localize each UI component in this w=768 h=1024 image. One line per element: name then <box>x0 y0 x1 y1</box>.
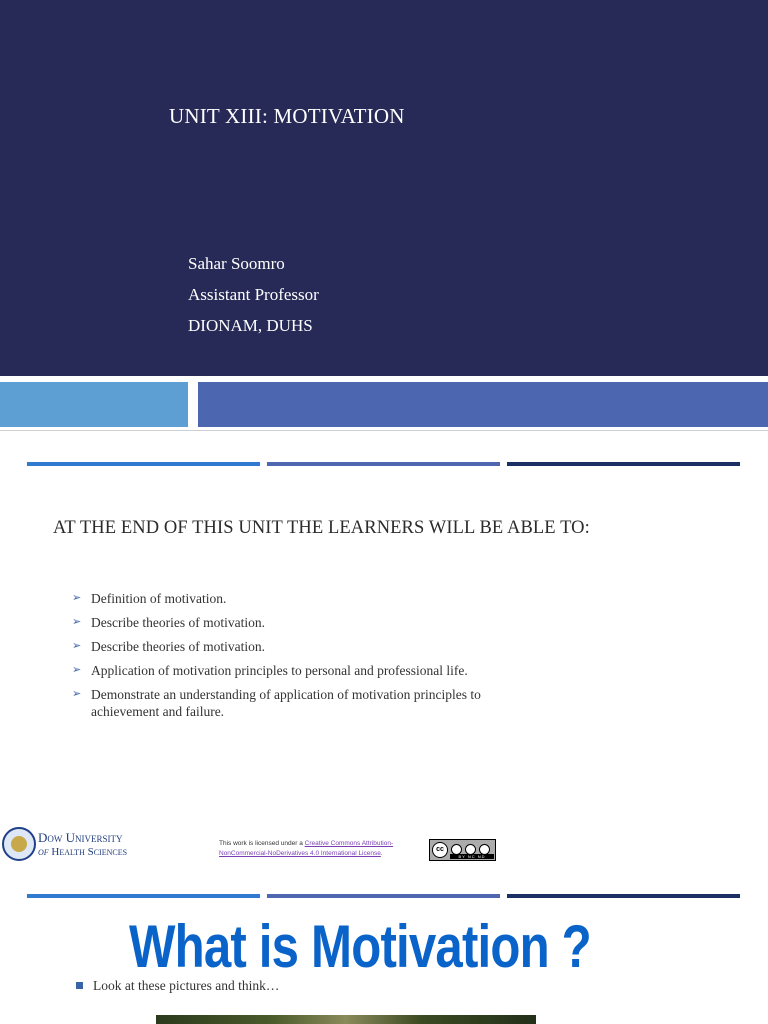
header-bar-1 <box>27 894 260 898</box>
author-block <box>188 248 319 341</box>
author-name: Sahar Soomro <box>188 254 285 273</box>
objectives-heading: AT THE END OF THIS UNIT THE LEARNERS WILL BE ABLE TO: <box>53 518 590 538</box>
logo-line-1: Dow University <box>38 830 123 845</box>
university-logo <box>2 826 150 864</box>
bullet-text: Look at these pictures and think… <box>93 978 280 993</box>
list-item: ➢ Application of motivation principles to personal and professional life. <box>72 663 468 678</box>
accent-band-dark <box>198 382 768 427</box>
author-position: Assistant Professor <box>188 285 319 304</box>
list-item: ➢ Definition of motivation. <box>72 591 227 606</box>
slide-title: UNIT XIII: MOTIVATION <box>169 104 405 128</box>
arrowhead-bullet-icon: ➢ <box>72 592 82 604</box>
author-affiliation: DIONAM, DUHS <box>188 316 313 335</box>
list-item: ➢ Describe theories of motivation. <box>72 639 265 654</box>
list-item: ➢ Describe theories of motivation. <box>72 615 265 630</box>
arrowhead-bullet-icon: ➢ <box>72 616 82 628</box>
header-bar-1 <box>27 462 260 466</box>
header-bar-2 <box>267 462 500 466</box>
dow-seal-icon <box>2 827 36 861</box>
objectives-list <box>72 590 542 727</box>
list-item: ➢ Demonstrate an understanding of application of motivation principles to achievement and failure. <box>72 687 481 719</box>
logo-line-2: of Health Sciences <box>38 846 128 858</box>
header-bar-3 <box>507 462 740 466</box>
motivation-photo <box>156 1015 536 1024</box>
header-bar-3 <box>507 894 740 898</box>
arrowhead-bullet-icon: ➢ <box>72 640 82 652</box>
motivation-heading: What is Motivation ? <box>129 913 591 980</box>
accent-band-light <box>0 382 188 427</box>
band-gap <box>0 376 768 381</box>
title-slide <box>0 0 768 376</box>
license-link[interactable]: Creative Commons Attribution-NonCommercial-NoDerivatives 4.0 International License <box>219 840 394 857</box>
square-bullet-icon <box>76 982 83 989</box>
arrowhead-bullet-icon: ➢ <box>72 688 82 700</box>
arrowhead-bullet-icon: ➢ <box>72 664 82 676</box>
license-text: This work is licensed under a Creative Commons Attribution-NonCommercial-NoDerivatives 4.0 International License. <box>219 840 394 857</box>
header-bar-2 <box>267 894 500 898</box>
slide-divider <box>0 430 768 431</box>
cc-by-nc-nd-icon[interactable]: cc BY NC ND <box>429 839 496 861</box>
